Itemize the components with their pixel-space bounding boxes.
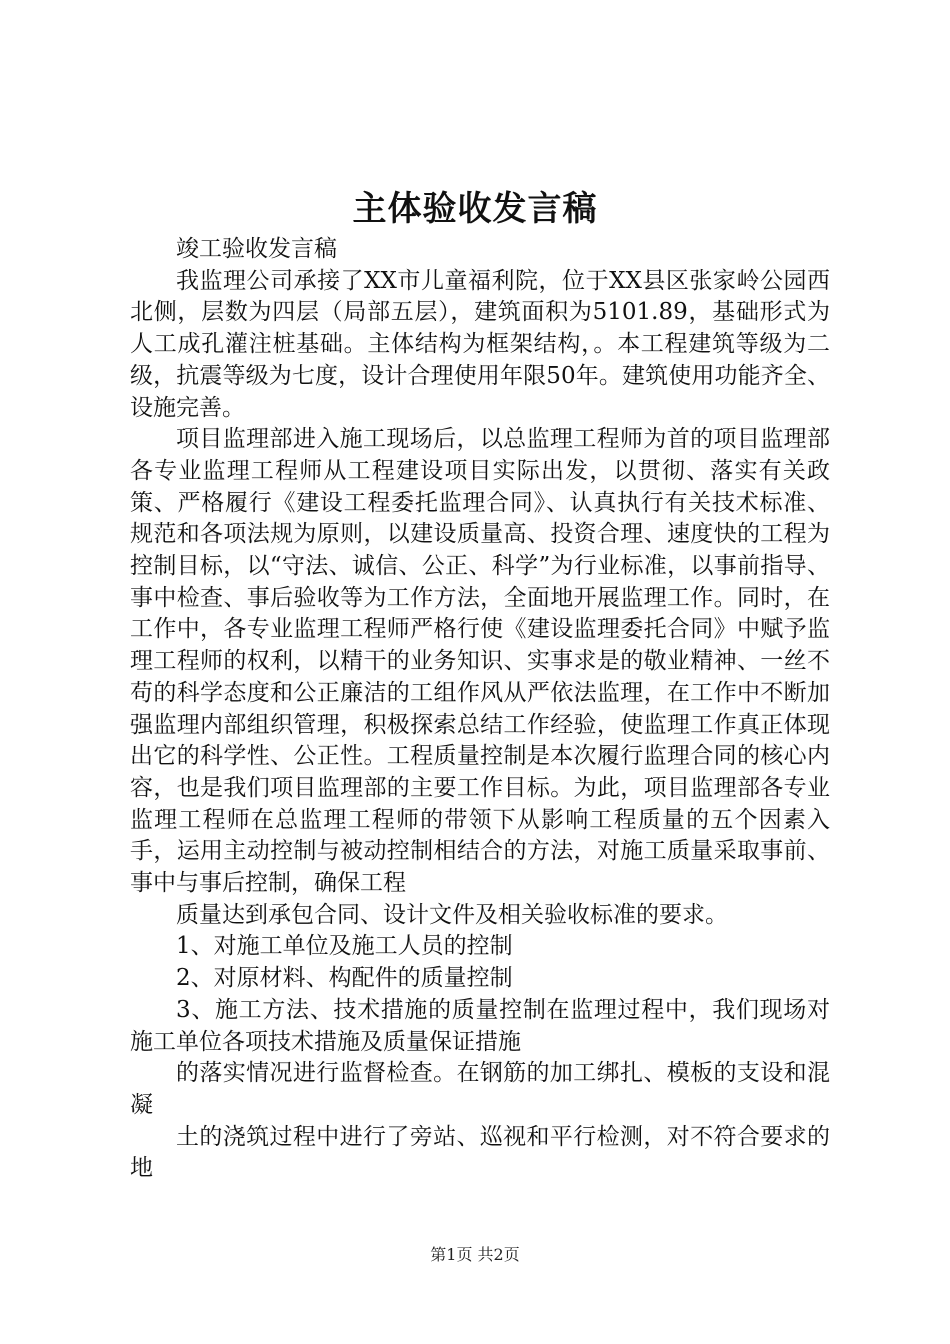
paragraph-concrete-pouring: 土的浇筑过程中进行了旁站、巡视和平行检测，对不符合要求的地 [130,1123,830,1182]
paragraph-subtitle: 竣工验收发言稿 [176,236,337,262]
page-footer: 第1页 共2页 [430,1245,520,1264]
document-title: 主体验收发言稿 [352,189,598,229]
paragraph-quality-requirement: 质量达到承包合同、设计文件及相关验收标准的要求。 [176,901,728,928]
list-item-personnel-control: 1、对施工单位及施工人员的控制 [176,933,513,960]
paragraph-inspection: 的落实情况进行监督检查。在钢筋的加工绑扎、模板的支设和混凝 [130,1060,830,1118]
paragraph-project-overview: 我监理公司承接了XX市儿童福利院，位于XX县区张家岭公园西北侧，层数为四层（局部五层），建筑面积为5101.89，基础形式为人工成孔灌注桩基础。主体结构为框架结构，。本工程建筑等级为二级，抗震等级为七度，设计合理使用年限50年。建筑使用功能齐全、设施完善。 [130,267,830,421]
list-item-method-control: 3、施工方法、技术措施的质量控制在监理过程中，我们现场对施工单位各项技术措施及质量保证措施 [130,996,830,1055]
paragraph-supervision-work: 项目监理部进入施工现场后，以总监理工程师为首的项目监理部各专业监理工程师从工程建设项目实际出发，以贯彻、落实有关政策、严格履行《建设工程委托监理合同》、认真执行有关技术标准、规范和各项法规为原则，以建设质量高、投资合理、速度快的工程为控制目标，以“守法、诚信、公正、科学”为行业标准，以事前指导、事中检查、事后验收等为工作方法，全面地开展监理工作。同时，在工作中，各专业监理工程师严格行使《建设监理委托合同》中赋予监理工程师的权利，以精干的业务知识、实事求是的敬业精神、一丝不苟的科学态度和公正廉洁的工组作风从严依法监理，在工作中不断加强监理内部组织管理，积极探索总结工作经验，使监理工作真正体现出它的科学性、公正性。工程质量控制是本次履行监理合同的核心内容，也是我们项目监理部的主要工作目标。为此，项目监理部各专业监理工程师在总监理工程师的带领下从影响工程质量的五个因素入手，运用主动控制与被动控制相结合的方法，对施工质量采取事前、事中与事后控制，确保工程 [130,426,830,897]
list-item-material-control: 2、对原材料、构配件的质量控制 [176,965,513,992]
document-body [130,234,830,1185]
